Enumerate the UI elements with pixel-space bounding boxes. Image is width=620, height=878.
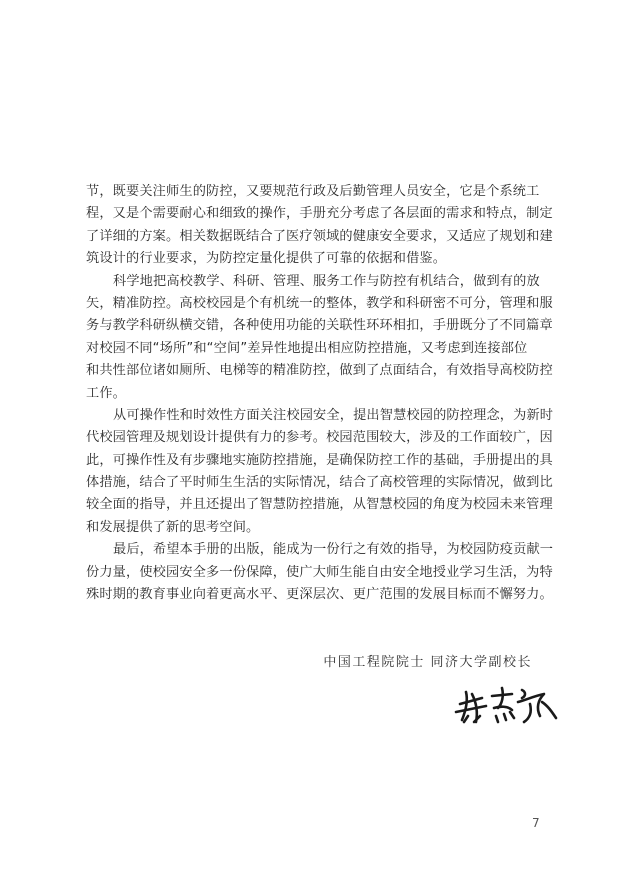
text-line: 最后，希望本手册的出版，能成为一份行之有效的指导，为校园防疫贡献一 [113, 542, 554, 558]
text-line: 和共性部位诸如厕所、电梯等的精准防控，做到了点面结合，有效指导高校防控 [86, 363, 553, 379]
text-line: 和发展提供了新的思考空间。 [86, 519, 260, 535]
preface-body [86, 181, 554, 606]
text-line: 筑设计的行业要求，为防控定量化提供了可靠的依据和借鉴。 [86, 251, 447, 267]
paragraph [86, 271, 553, 405]
author-title: 中国工程院院士 同济大学副校长 [323, 655, 532, 670]
text-line: 代校园管理及规划设计提供有力的参考。校园范围较大，涉及的工作面较广，因 [86, 430, 553, 446]
text-line: 份力量，使校园安全多一份保障，使广大师生能自由安全地授业学习生活，为特 [86, 564, 553, 580]
handwritten-signature [452, 682, 562, 726]
paragraph [86, 181, 553, 271]
paragraph [86, 405, 554, 539]
text-line: 了详细的方案。相关数据既结合了医疗领域的健康安全要求，又适应了规划和建 [86, 228, 553, 244]
text-line: 此，可操作性及有步骤地实施防控措施，是确保防控工作的基础，手册提出的具 [86, 452, 553, 468]
text-line: 工作。 [86, 385, 127, 401]
text-line: 体措施，结合了平时师生生活的实际情况，结合了高校管理的实际情况，做到比 [86, 475, 553, 491]
text-line: 对校园不同“场所”和“空间”差异性地提出相应防控措施，又考虑到连接部位 [86, 340, 528, 356]
text-line: 科学地把高校教学、科研、管理、服务工作与防控有机结合，做到有的放 [113, 273, 540, 289]
text-line: 从可操作性和时效性方面关注校园安全，提出智慧校园的防控理念，为新时 [113, 407, 554, 423]
text-line: 程，又是个需要耐心和细致的操作，手册充分考虑了各层面的需求和特点，制定 [86, 206, 553, 222]
text-line: 矢，精准防控。高校校园是个有机统一的整体，教学和科研密不可分，管理和服 [86, 295, 553, 311]
text-line: 节，既要关注师生的防控，又要规范行政及后勤管理人员安全，它是个系统工 [86, 184, 540, 199]
text-line: 务与教学科研纵横交错，各种使用功能的关联性环环相扣，手册既分了不同篇章 [86, 318, 553, 334]
page-number: 7 [532, 816, 540, 830]
text-line: 较全面的指导，并且还提出了智慧防控措施，从智慧校园的角度为校园未来管理 [86, 497, 553, 513]
text-line: 殊时期的教育事业向着更高水平、更深层次、更广范围的发展目标而不懈努力。 [86, 587, 553, 603]
paragraph [86, 539, 554, 606]
